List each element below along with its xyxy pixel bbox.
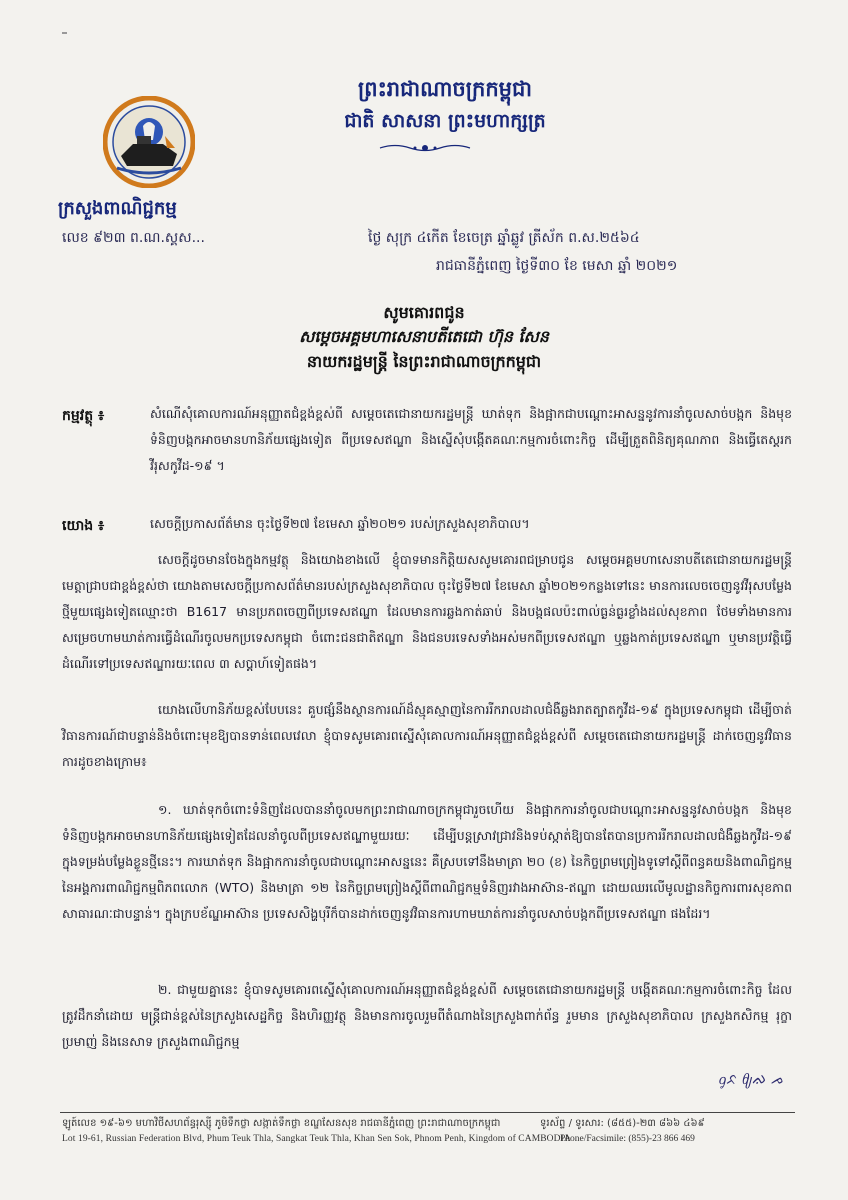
initials-signature: ᧁᨅ ᧀᨁ ᨍ xyxy=(718,1070,784,1088)
lunar-date: ថ្ងៃ សុក្រ ៤កើត ខែចេត្រ ឆ្នាំឆ្លូវ ត្រីស័ក ព.ស.២៥៦៤ xyxy=(368,230,640,246)
body-paragraph-2: យោងលើហានិភ័យខ្ពស់បែបនេះ គួបផ្សំនឹងស្ថានការណ៍ដ៏ស្មុគស្មាញនៃការរីករាលដាលជំងឺឆ្លងរាតត្បាតកូវីដ-១៩ ក្នុងប្រទេសកម្ពុជា ដើម្បីចាត់វិធានការណ៍ជាបន្ទាន់និងចំពោះមុខឱ្យបានទាន់ពេលវេលា ខ្ញុំបាទសូមគោរពស្នើសុំគោលការណ៍អនុញ្ញាតជំខ្ពង់ខ្ពស់ពី សម្តេចតេជោនាយករដ្ឋមន្ត្រី ដាក់ចេញនូវវិធានការដូចខាងក្រោម៖ xyxy=(62,702,792,769)
footer-phone-km: ទូរស័ព្ទ / ទូរសារ: (៨៥៥)-២៣ ៨៦៦ ៤៦៩ xyxy=(540,1118,705,1129)
reference-text: សេចក្តីប្រកាសព័ត៌មាន ចុះថ្ងៃទី២៧ ខែមេសា ឆ្នាំ២០២១ របស់ក្រសួងសុខាភិបាល។ xyxy=(150,516,530,531)
footer-divider xyxy=(60,1112,795,1113)
footer-address-en: Lot 19-61, Russian Federation Blvd, Phum Teuk Thla, Sangkat Teuk Thla, Khan Sen Sok, Phnom Penh, Kingdom of CAMBODIA xyxy=(62,1134,571,1144)
reference-number: លេខ ៩២៣ ព.ណ.ស្គស... xyxy=(62,230,205,246)
ministry-logo-icon xyxy=(103,96,195,188)
footer-phone-en: Phone/Facsimile: (855)-23 866 469 xyxy=(560,1134,695,1144)
kingdom-title: ព្រះរាជាណាចក្រកម្ពុជា xyxy=(357,76,532,101)
subject-label: កម្មវត្ថុ ៖ xyxy=(62,408,105,424)
national-motto: ជាតិ សាសនា ព្រះមហាក្សត្រ xyxy=(344,110,546,132)
subject-text: សំណើសុំគោលការណ៍អនុញ្ញាតជំខ្ពង់ខ្ពស់ពី សម្តេចតេជោនាយករដ្ឋមន្ត្រី ឃាត់ទុក និងផ្អាកជាបណ្តោះអាសន្ននូវការនាំចូលសាច់បង្កក និងមុខទំនិញបង្កកអាចមានហានិភ័យផ្សេងទៀត ពីប្រទេសឥណ្ឌា និងស្នើសុំបង្កើតគណៈកម្មការចំពោះកិច្ច ដើម្បីត្រួតពិនិត្យគុណភាព និងធ្វើតេស្តរកវីរុសកូវីដ-១៩ ។ xyxy=(150,406,792,473)
body-paragraph-1: សេចក្តីដូចមានចែងក្នុងកម្មវត្ថុ និងយោងខាងលើ ខ្ញុំបាទមានកិត្តិយសសូមគោរពជម្រាបជូន សម្តេចអគ្គមហាសេនាបតីតេជោនាយករដ្ឋមន្ត្រី មេត្តាជ្រាបជាខ្ពង់ខ្ពស់ថា យោងតាមសេចក្តីប្រកាសព័ត៌មានរបស់ក្រសួងសុខាភិបាល ចុះថ្ងៃទី២៧ ខែមេសា ឆ្នាំ២០២១កន្លងទៅនេះ មានការលេចចេញនូវវីរុសបម្លែងថ្មីមួយផ្សេងទៀតឈ្មោះថា B1617 មានប្រភពចេញពីប្រទេសឥណ្ឌា ដែលមានការឆ្លងកាត់ឆាប់ និងបង្កផលប៉ះពាល់ធ្ងន់ធ្ងរខ្លាំងដល់សុខភាព ថែមទាំងមានការសម្រេចហាមឃាត់ការធ្វើដំណើរចូលមកប្រទេសកម្ពុជា ចំពោះជនជាតិឥណ្ឌា និងជនបរទេសទាំងអស់មកពីប្រទេសឥណ្ឌា ឬឆ្លងកាត់ប្រទេសឥណ្ឌា ឬមានប្រវត្តិធ្វើដំណើរទៅប្រទេសឥណ្ឌារយៈពេល ៣ សប្តាហ៍ទៀតផង។ xyxy=(62,552,792,671)
reference-label: យោង ៖ xyxy=(62,518,105,534)
footer-address-km: ឡូត៍លេខ ១៩-៦១ មហាវិថីសហព័ន្ធរុស្ស៊ី ភូមិទឹកថ្លា សង្កាត់ទឹកថ្លា ខណ្ឌសែនសុខ រាជធានីភ្នំពេញ ព្រះរាជាណាចក្រកម្ពុជា xyxy=(62,1118,501,1129)
scan-speck xyxy=(62,32,67,34)
ministry-name: ក្រសួងពាណិជ្ជកម្ម xyxy=(58,198,177,219)
body-paragraph-3: ១. ឃាត់ទុកចំពោះទំនិញដែលបាននាំចូលមកព្រះរាជាណាចក្រកម្ពុជារួចហើយ និងផ្អាកការនាំចូលជាបណ្តោះអាសន្ននូវសាច់បង្កក និងមុខទំនិញបង្កកអាចមានហានិភ័យផ្សេងទៀតដែលនាំចូលពីប្រទេសឥណ្ឌាមួយរយៈ ដើម្បីបន្តស្រាវជ្រាវនិងទប់ស្កាត់ឱ្យបានតែបានប្រការរីករាលដាលជំងឺឆ្លងកូវីដ-១៩ ក្នុងទម្រង់បម្លែងខ្លួនថ្មីនេះ។ ការឃាត់ទុក និងផ្អាកការនាំចូលជាបណ្តោះអាសន្ននេះ គឺស្របទៅនឹងមាត្រា ២០ (ខ) នៃកិច្ចព្រមព្រៀងទូទៅស្តីពីពន្ធគយនិងពាណិជ្ជកម្ម នៃអង្គការពាណិជ្ជកម្មពិភពលោក (WTO) និងមាត្រា ១២ នៃកិច្ចព្រមព្រៀងស្តីពីពាណិជ្ជកម្មទំនិញរវាងអាស៊ាន-ឥណ្ឌា ដោយឈរលើមូលដ្ឋានកិច្ចការពារសុខភាពសាធារណៈជាបន្ទាន់។ ក្នុងក្របខ័ណ្ឌអាស៊ាន ប្រទេសសិង្ហបុរីក៏បានដាក់ចេញនូវវិធានការហាមឃាត់ការនាំចូលសាច់បង្កកពីប្រទេសឥណ្ឌា ផងដែរ។ xyxy=(62,802,792,921)
ornament-divider-icon xyxy=(375,142,475,154)
addressee-title: នាយករដ្ឋមន្ត្រី នៃព្រះរាជាណាចក្រកម្ពុជា xyxy=(306,352,542,371)
salutation: សូមគោរពជូន xyxy=(383,303,465,322)
body-paragraph-4: ២. ជាមួយគ្នានេះ ខ្ញុំបាទសូមគោរពស្នើសុំគោលការណ៍អនុញ្ញាតជំខ្ពង់ខ្ពស់ពី សម្តេចតេជោនាយករដ្ឋមន្ត្រី បង្កើតគណៈកម្មការចំពោះកិច្ច ដែលត្រូវដឹកនាំដោយ មន្ត្រីជាន់ខ្ពស់នៃក្រសួងសេដ្ឋកិច្ច និងហិរញ្ញវត្ថុ និងមានការចូលរួមពីតំណាងនៃក្រសួងពាក់ព័ន្ធ រួមមាន ក្រសួងសុខាភិបាល ក្រសួងកសិកម្ម រុក្ខាប្រមាញ់ និងនេសាទ ក្រសួងពាណិជ្ជកម្ម xyxy=(62,982,792,1049)
solar-date: រាជធានីភ្នំពេញ ថ្ងៃទី៣០ ខែ មេសា ឆ្នាំ ២០២១ xyxy=(436,258,678,274)
addressee-name: សម្តេចអគ្គមហាសេនាបតីតេជោ ហ៊ុន សែន xyxy=(299,327,549,346)
